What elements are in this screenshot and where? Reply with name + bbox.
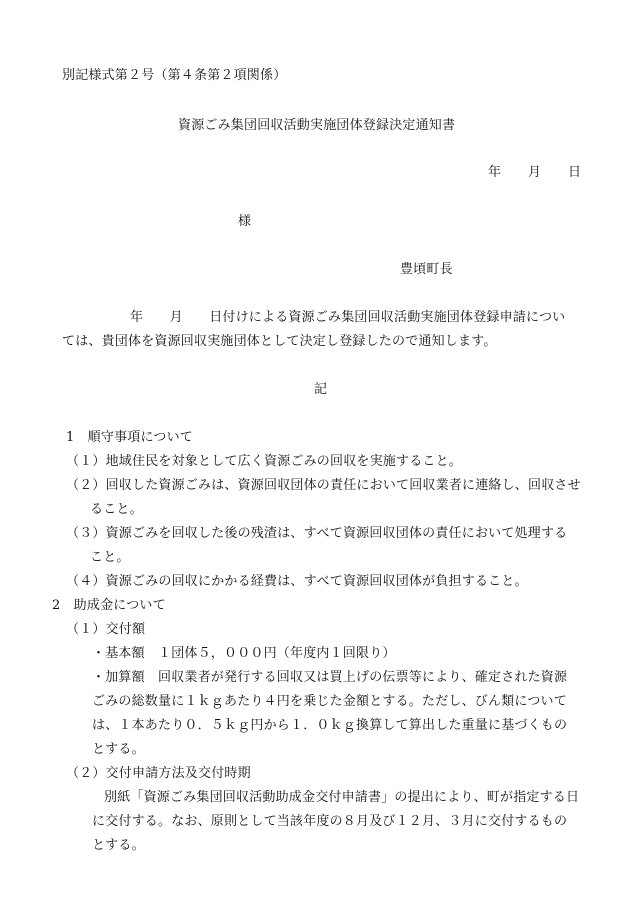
section-1-item-1: （１）地域住民を対象として広く資源ごみの回収を実施すること。 bbox=[66, 454, 463, 469]
date-month: 月 bbox=[528, 165, 542, 180]
body-line-1: 年 月 日付けによる資源ごみ集団回収活動実施団体登録申請につい bbox=[130, 310, 566, 325]
additional-amount-line-2: ごみの総数量に１ｋｇあたり４円を乗じた金額とする。ただし、びん類について bbox=[92, 694, 567, 709]
sender: 豊頃町長 bbox=[400, 262, 453, 277]
ki-marker: 記 bbox=[314, 382, 328, 397]
form-number: 別記様式第２号（第４条第２項関係） bbox=[62, 68, 287, 83]
section-1-item-2: （２）回収した資源ごみは、資源回収団体の責任において回収業者に連絡し、回収させ bbox=[66, 478, 581, 493]
additional-amount-line-3: は、１本あたり０．５ｋｇ円から１．０ｋｇ換算して算出した重量に基づくもの bbox=[92, 718, 568, 733]
section-1-heading: 1 順守事項について bbox=[66, 430, 194, 445]
application-line-1: 別紙「資源ごみ集団回収活動助成金交付申請書」の提出により、町が指定する日 bbox=[104, 790, 580, 805]
document-title: 資源ごみ集団回収活動実施団体登録決定通知書 bbox=[178, 118, 456, 133]
section-2-heading: 2 助成金について bbox=[52, 598, 166, 613]
additional-amount-line-1: ・加算額 回収業者が発行する回収又は買上げの伝票等により、確定された資源 bbox=[92, 670, 568, 685]
application-line-3: とする。 bbox=[92, 838, 145, 853]
section-1-item-3-cont: こと。 bbox=[90, 550, 130, 565]
section-2-sub-1-heading: （１）交付額 bbox=[66, 622, 146, 637]
basic-amount: ・基本額 １団体５，０００円（年度内１回限り） bbox=[92, 646, 396, 661]
section-1-item-4: （４）資源ごみの回収にかかる経費は、すべて資源回収団体が負担すること。 bbox=[66, 574, 528, 589]
section-1-item-3: （３）資源ごみを回収した後の残渣は、すべて資源回収団体の責任において処理する bbox=[66, 526, 568, 541]
body-line-2: ては、貴団体を資源回収実施団体として決定し登録したので通知します。 bbox=[62, 334, 497, 349]
date-day: 日 bbox=[568, 165, 582, 180]
date-year: 年 bbox=[488, 165, 502, 180]
section-2-sub-2-heading: （２）交付申請方法及交付時期 bbox=[66, 766, 251, 781]
section-1-item-2-cont: ること。 bbox=[90, 502, 143, 517]
additional-amount-line-4: とする。 bbox=[92, 742, 145, 757]
application-line-2: に交付する。なお、原則として当該年度の８月及び１２月、３月に交付するもの bbox=[92, 814, 568, 829]
addressee-suffix: 様 bbox=[238, 214, 252, 229]
